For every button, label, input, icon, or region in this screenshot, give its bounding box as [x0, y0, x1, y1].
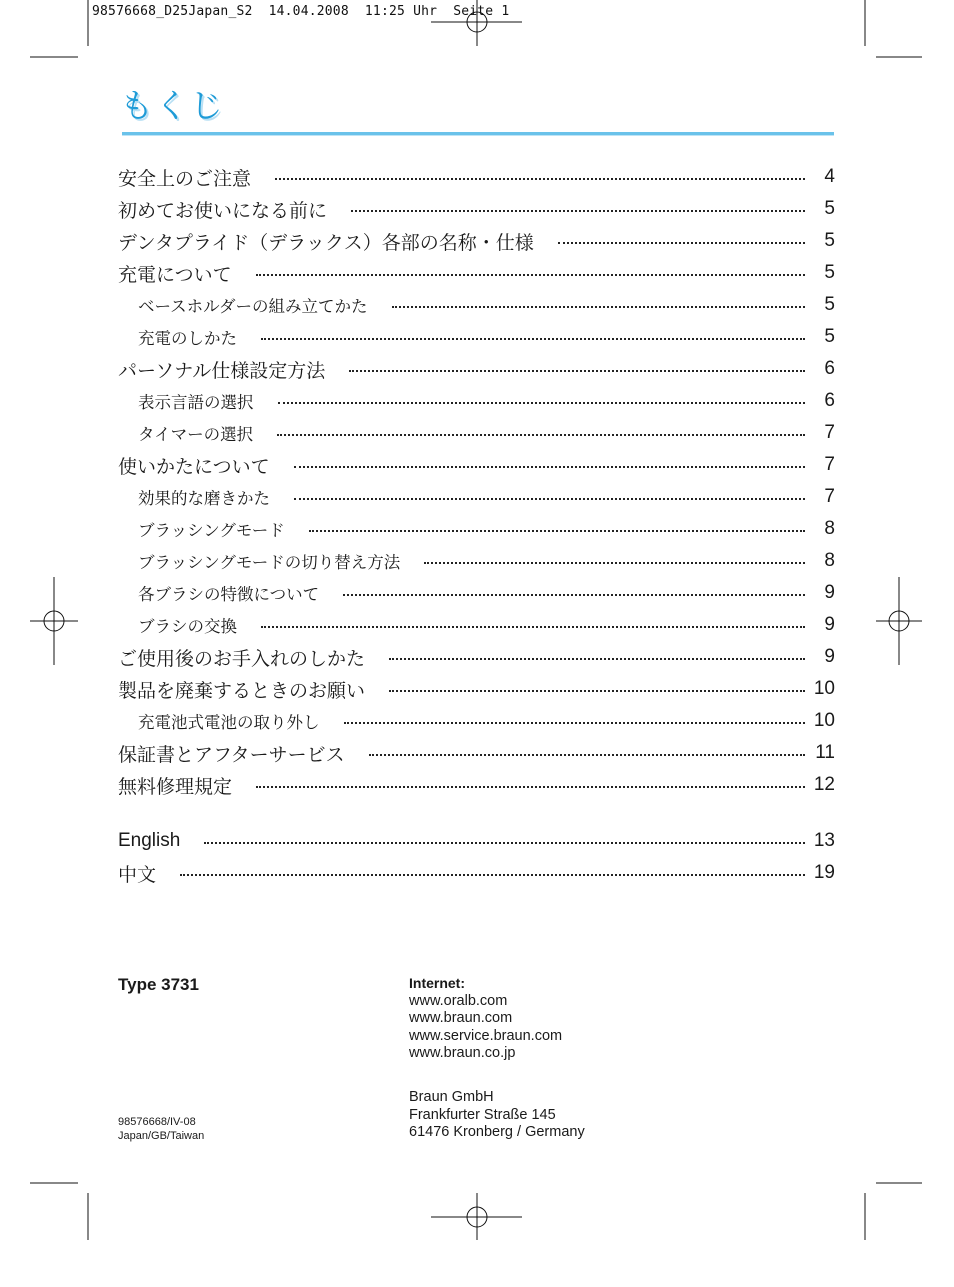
dot-leader — [392, 306, 805, 308]
toc-entry-page: 8 — [824, 518, 835, 539]
document-number-line: 98576668/IV-08 — [118, 1116, 196, 1128]
toc-entry-label: 無料修理規定 — [118, 775, 233, 798]
toc-entry-label: タイマーの選択 — [138, 425, 254, 444]
registration-mark-top — [431, 0, 522, 46]
toc-entry-label: ブラッシングモード — [138, 521, 285, 540]
dot-leader — [349, 370, 805, 372]
title-underline — [122, 132, 834, 136]
dot-leader — [261, 338, 805, 340]
dot-leader — [275, 178, 805, 180]
toc-spacer — [118, 801, 835, 825]
toc-entry-page: 9 — [824, 646, 835, 667]
toc-entry[interactable] — [118, 545, 835, 577]
toc-entry[interactable] — [118, 609, 835, 641]
toc-entry-label: 保証書とアフターサービス — [118, 743, 345, 766]
printer-slug: 98576668_D25Japan_S2 14.04.2008 11:25 Uhr Seite 1 — [92, 4, 510, 19]
toc-entry-page: 10 — [813, 678, 835, 699]
toc-entry-label: 製品を廃棄するときのお願い — [118, 679, 366, 702]
dot-leader — [558, 242, 805, 244]
toc-entry-label: 使いかたについて — [118, 455, 270, 478]
toc-entry-label: ご使用後のお手入れのしかた — [118, 647, 366, 670]
toc-entry-label: English — [118, 830, 181, 851]
toc-entry-page: 5 — [824, 230, 835, 251]
toc-entry-label: 充電のしかた — [138, 329, 237, 348]
toc-entry-page: 12 — [813, 774, 835, 795]
registration-mark-bottom — [431, 1193, 522, 1240]
registration-mark-left — [30, 577, 78, 665]
toc-entry-page: 10 — [813, 710, 835, 731]
dot-leader — [389, 690, 805, 692]
toc-entry-label: ベースホルダーの組み立てかた — [138, 297, 368, 316]
toc-entry[interactable] — [118, 513, 835, 545]
dot-leader — [343, 594, 805, 596]
toc-entry-label: 充電について — [118, 263, 232, 286]
url-service-braun[interactable]: www.service.braun.com — [409, 1027, 563, 1044]
toc-entry[interactable] — [118, 289, 835, 321]
toc-entry-page: 6 — [824, 358, 835, 379]
dot-leader — [256, 274, 805, 276]
url-braun[interactable]: www.braun.com — [409, 1010, 513, 1026]
toc-entry[interactable] — [118, 705, 835, 737]
dot-leader — [389, 658, 805, 660]
toc-entry-label: ブラッシングモードの切り替え方法 — [138, 553, 401, 572]
dot-leader — [256, 786, 805, 788]
toc-entry[interactable] — [118, 193, 835, 225]
toc-entry[interactable] — [118, 321, 835, 353]
toc-entry-label: ブラシの交換 — [138, 617, 237, 636]
toc-entry-page: 6 — [824, 390, 835, 411]
toc-entry-page: 5 — [824, 294, 835, 315]
table-of-contents — [118, 161, 835, 889]
url-oralb[interactable]: www.oralb.com — [409, 992, 508, 1009]
dot-leader — [277, 434, 805, 436]
document-number — [118, 1115, 204, 1143]
toc-entry[interactable] — [118, 769, 835, 801]
dot-leader — [351, 210, 805, 212]
toc-entry-page: 9 — [824, 614, 835, 635]
toc-entry[interactable] — [118, 225, 835, 257]
dot-leader — [261, 626, 805, 628]
toc-entry[interactable] — [118, 641, 835, 673]
toc-entry[interactable] — [118, 417, 835, 449]
street-address: Frankfurter Straße 145 — [409, 1106, 556, 1123]
toc-entry-page: 5 — [824, 198, 835, 219]
toc-entry-page: 13 — [813, 830, 835, 851]
toc-entry-label: 中文 — [118, 864, 157, 886]
dot-leader — [180, 874, 805, 876]
toc-entry[interactable] — [118, 161, 835, 193]
toc-entry[interactable] — [118, 449, 835, 481]
toc-entry-page: 4 — [824, 166, 835, 187]
toc-entry[interactable] — [118, 825, 835, 857]
toc-entry[interactable] — [118, 481, 835, 513]
model-type: Type 3731 — [118, 975, 199, 994]
company-address — [409, 1089, 585, 1142]
internet-links — [409, 975, 562, 1063]
toc-entry-page: 5 — [824, 262, 835, 283]
toc-entry[interactable] — [118, 257, 835, 289]
toc-entry-page: 7 — [824, 486, 835, 507]
page-title: もくじ — [120, 86, 225, 125]
toc-entry-label: デンタプライド（デラックス）各部の名称・仕様 — [118, 231, 534, 254]
registration-mark-right — [876, 577, 922, 665]
city-country: 61476 Kronberg / Germany — [409, 1124, 585, 1140]
toc-entry[interactable] — [118, 857, 835, 889]
toc-entry[interactable] — [118, 353, 835, 385]
dot-leader — [369, 754, 805, 756]
dot-leader — [278, 402, 806, 404]
toc-entry-page: 8 — [824, 550, 835, 571]
dot-leader — [344, 722, 806, 724]
toc-entry-label: 初めてお使いになる前に — [118, 199, 328, 222]
dot-leader — [424, 562, 805, 564]
toc-entry[interactable] — [118, 577, 835, 609]
toc-entry[interactable] — [118, 737, 835, 769]
toc-entry-page: 9 — [824, 582, 835, 603]
toc-entry-label: 各ブラシの特徴について — [138, 585, 320, 604]
toc-entry-label: 安全上のご注意 — [118, 167, 252, 190]
dot-leader — [294, 498, 805, 500]
toc-entry-label: 充電池式電池の取り外し — [138, 713, 320, 732]
toc-entry-label: 効果的な磨きかた — [138, 489, 270, 508]
toc-entry-label: パーソナル仕様設定方法 — [118, 359, 326, 382]
toc-entry[interactable] — [118, 673, 835, 705]
dot-leader — [204, 842, 805, 844]
url-braun-jp[interactable]: www.braun.co.jp — [409, 1045, 516, 1061]
toc-entry-page: 7 — [824, 422, 835, 443]
company-name: Braun GmbH — [409, 1089, 494, 1105]
toc-entry-page: 7 — [824, 454, 835, 475]
toc-entry-page: 11 — [815, 742, 835, 763]
dot-leader — [294, 466, 805, 468]
document-regions-line: Japan/GB/Taiwan — [118, 1130, 205, 1142]
dot-leader — [309, 530, 805, 532]
internet-heading: Internet: — [409, 975, 465, 991]
toc-entry-label: 表示言語の選択 — [138, 393, 254, 412]
toc-entry-page: 5 — [824, 326, 835, 347]
toc-entry-page: 19 — [813, 862, 835, 883]
toc-entry[interactable] — [118, 385, 835, 417]
